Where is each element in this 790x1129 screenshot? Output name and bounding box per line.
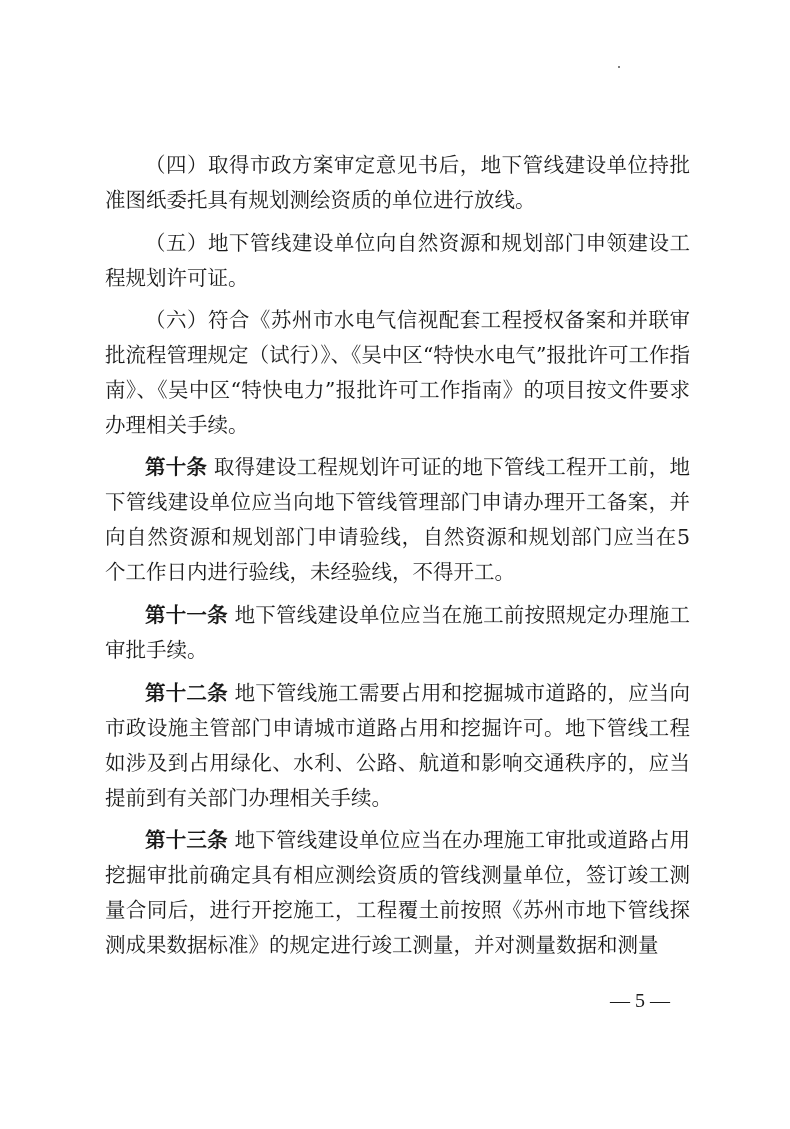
- paragraph-item-6: [105, 303, 690, 443]
- article-text: 地下管线建设单位应当在施工前按照规定办理施工审批手续。: [105, 603, 690, 662]
- article-text: 取得建设工程规划许可证的地下管线工程开工前，地下管线建设单位应当向地下管线管理部门申请办理开工备案，并向自然资源和规划部门申请验线，自然资源和规划部门应当在5个工作日内进行验线，未经验线，不得开工。: [105, 455, 691, 584]
- article-heading: 第十条: [145, 455, 208, 479]
- paragraph-item-5: [105, 226, 690, 296]
- paragraph-text: （四）取得市政方案审定意见书后，地下管线建设单位持批准图纸委托具有规划测绘资质的单位进行放线。: [105, 153, 690, 212]
- paragraph-item-4: [105, 148, 690, 218]
- article-text: 地下管线施工需要占用和挖掘城市道路的，应当向市政设施主管部门申请城市道路占用和挖掘许可。地下管线工程如涉及到占用绿化、水利、公路、航道和影响交通秩序的，应当提前到有关部门办理相关手续。: [105, 681, 690, 810]
- article-13: [105, 823, 690, 963]
- article-10: [105, 450, 690, 590]
- article-heading: 第十一条: [145, 603, 228, 627]
- scan-speck: [618, 66, 620, 68]
- page-number: — 5 —: [610, 990, 670, 1012]
- article-text: 地下管线建设单位应当在办理施工审批或道路占用挖掘审批前确定具有相应测绘资质的管线测量单位，签订竣工测量合同后，进行开挖施工，工程覆土前按照《苏州市地下管线探测成果数据标准》的规定进行竣工测量，并对测量数据和测量: [105, 828, 690, 957]
- article-heading: 第十二条: [145, 681, 228, 705]
- article-heading: 第十三条: [145, 828, 228, 852]
- paragraph-text: （六）符合《苏州市水电气信视配套工程授权备案和并联审批流程管理规定（试行）》、《吴中区“特快水电气”报批许可工作指南》、《吴中区“特快电力”报批许可工作指南》的项目按文件要求办理相关手续。: [105, 308, 690, 437]
- article-12: [105, 676, 690, 816]
- paragraph-text: （五）地下管线建设单位向自然资源和规划部门申领建设工程规划许可证。: [105, 231, 690, 290]
- article-11: [105, 598, 690, 668]
